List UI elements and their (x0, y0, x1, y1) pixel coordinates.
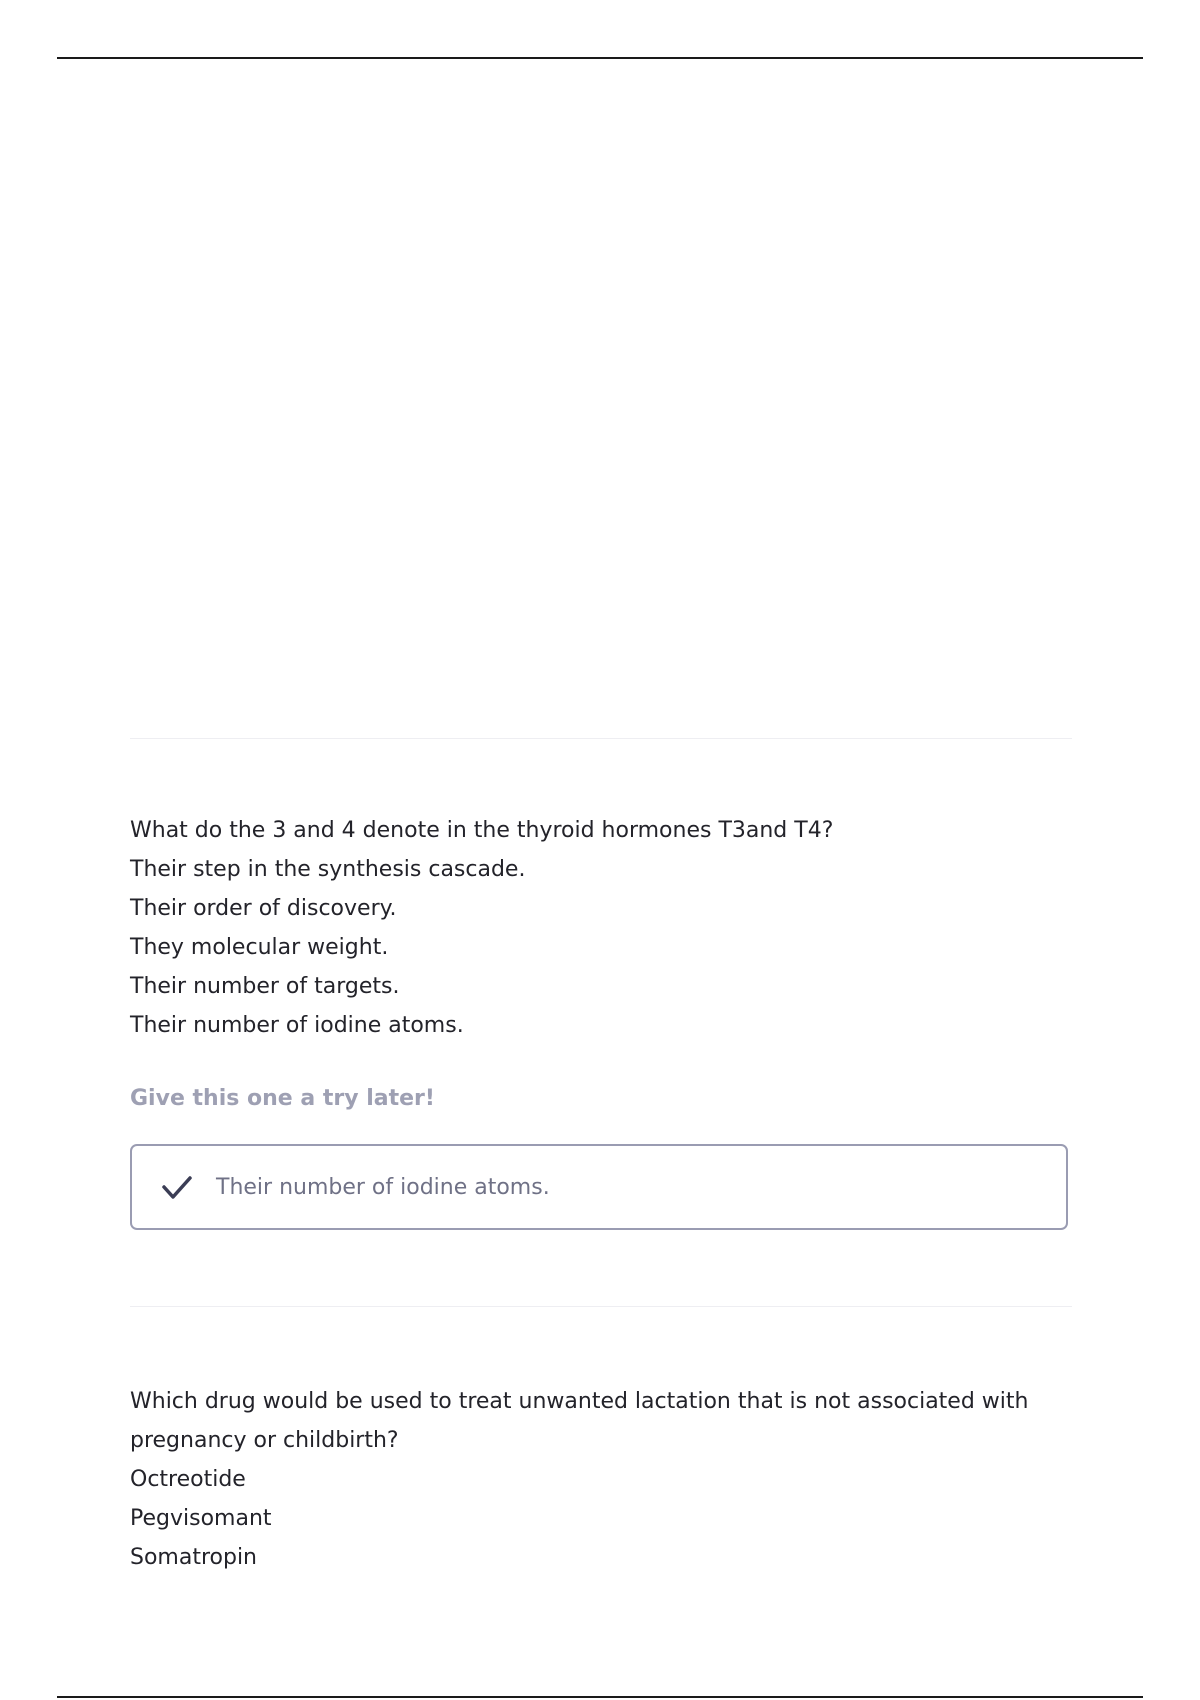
answer-card (130, 1144, 1068, 1230)
page-bottom-rule (57, 1696, 1143, 1698)
section-divider (130, 1306, 1072, 1307)
page-top-rule (57, 57, 1143, 59)
question-1-option[interactable]: Their step in the synthesis cascade. (130, 857, 526, 882)
question-2-option[interactable]: Pegvisomant (130, 1506, 272, 1531)
check-icon (160, 1170, 194, 1204)
try-later-hint[interactable]: Give this one a try later! (130, 1086, 435, 1111)
question-1-option[interactable]: They molecular weight. (130, 935, 389, 960)
section-divider (130, 738, 1072, 739)
question-1-option[interactable]: Their number of targets. (130, 974, 400, 999)
question-2-option[interactable]: Somatropin (130, 1545, 258, 1570)
question-1-option[interactable]: Their number of iodine atoms. (130, 1013, 464, 1038)
question-2-option[interactable]: Octreotide (130, 1467, 246, 1492)
question-1-prompt: What do the 3 and 4 denote in the thyroid hormones T3and T4? (130, 818, 834, 843)
answer-text: Their number of iodine atoms. (216, 1174, 550, 1200)
question-2 (130, 1382, 1072, 1577)
question-2-prompt: Which drug would be used to treat unwanted lactation that is not associated with pregnancy or childbirth? (130, 1389, 1029, 1453)
question-1 (130, 811, 1072, 1045)
question-1-option[interactable]: Their order of discovery. (130, 896, 397, 921)
